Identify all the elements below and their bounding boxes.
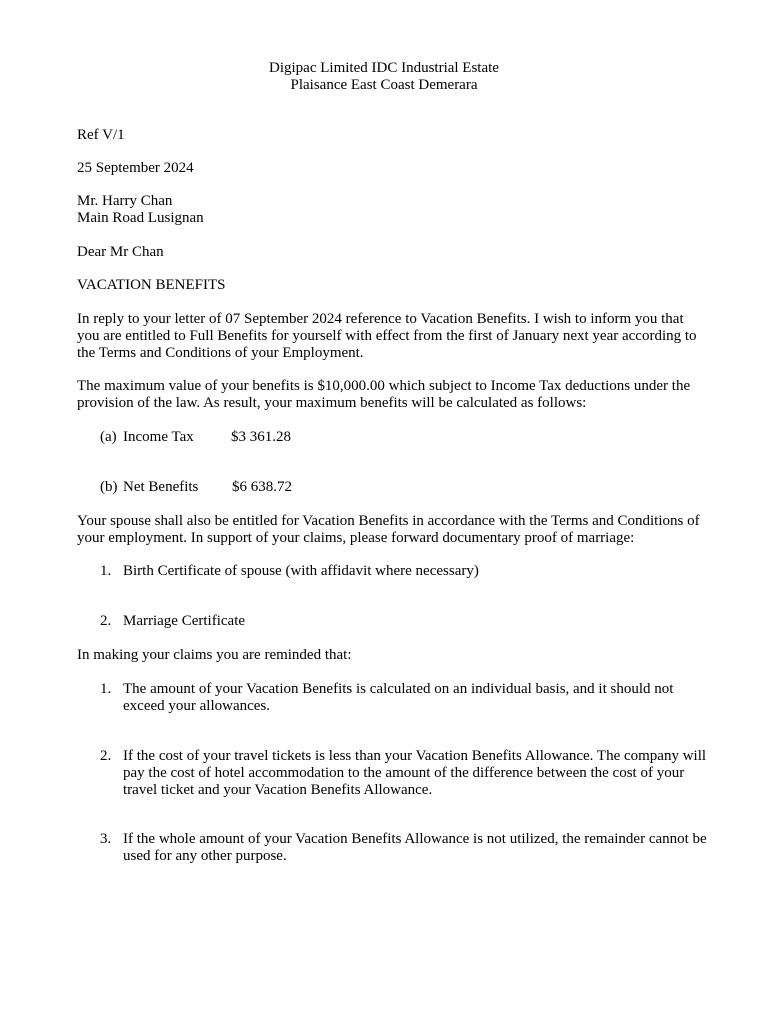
calc-amount: $6 638.72 bbox=[232, 479, 292, 495]
list-item-text: Marriage Certificate bbox=[123, 613, 246, 629]
paragraph-1: In reply to your letter of 07 September 2024 reference to Vacation Benefits. I wish to inform you that you are entitled to Full Benefits for yourself with effect from the first of January next year according to the Terms and Conditions of your Employment. bbox=[77, 311, 697, 361]
calc-marker: (b) bbox=[100, 479, 118, 495]
calc-marker: (a) bbox=[100, 429, 117, 445]
list-item-text: If the cost of your travel tickets is less than your Vacation Benefits Allowance. The company will pay the cost of hotel accommodation to the amount of the difference between the cost of your travel ticket and your Vacation Benefits Allowance. bbox=[123, 748, 707, 798]
list-item-text: Birth Certificate of spouse (with affidavit where necessary) bbox=[123, 563, 479, 579]
list-marker: 3. bbox=[100, 831, 112, 847]
letter-date: 25 September 2024 bbox=[77, 160, 194, 176]
list-marker: 1. bbox=[100, 563, 112, 579]
list-marker: 2. bbox=[100, 613, 112, 629]
list-marker: 2. bbox=[100, 748, 112, 764]
calc-label: Income Tax bbox=[123, 429, 194, 445]
recipient-name: Mr. Harry Chan bbox=[77, 193, 173, 209]
paragraph-3: Your spouse shall also be entitled for Vacation Benefits in accordance with the Terms and Conditions of your employment. In support of your claims, please forward documentary proof of marriage: bbox=[77, 513, 700, 546]
subject-heading: VACATION BENEFITS bbox=[77, 277, 226, 293]
recipient-address: Main Road Lusignan bbox=[77, 210, 204, 226]
paragraph-4: In making your claims you are reminded that: bbox=[77, 647, 352, 663]
calc-amount: $3 361.28 bbox=[231, 429, 291, 445]
list-item-text: If the whole amount of your Vacation Benefits Allowance is not utilized, the remainder cannot be used for any other purpose. bbox=[123, 831, 707, 864]
paragraph-2: The maximum value of your benefits is $10,000.00 which subject to Income Tax deductions under the provision of the law. As result, your maximum benefits will be calculated as follows: bbox=[77, 378, 691, 411]
salutation: Dear Mr Chan bbox=[77, 244, 164, 260]
list-item-text: The amount of your Vacation Benefits is calculated on an individual basis, and it should not exceed your allowances. bbox=[123, 681, 674, 714]
list-marker: 1. bbox=[100, 681, 112, 697]
letterhead-line-2: Plaisance East Coast Demerara bbox=[290, 77, 478, 93]
letterhead-line-1: Digipac Limited IDC Industrial Estate bbox=[269, 60, 499, 76]
calc-label: Net Benefits bbox=[123, 479, 199, 495]
reference: Ref V/1 bbox=[77, 127, 125, 143]
